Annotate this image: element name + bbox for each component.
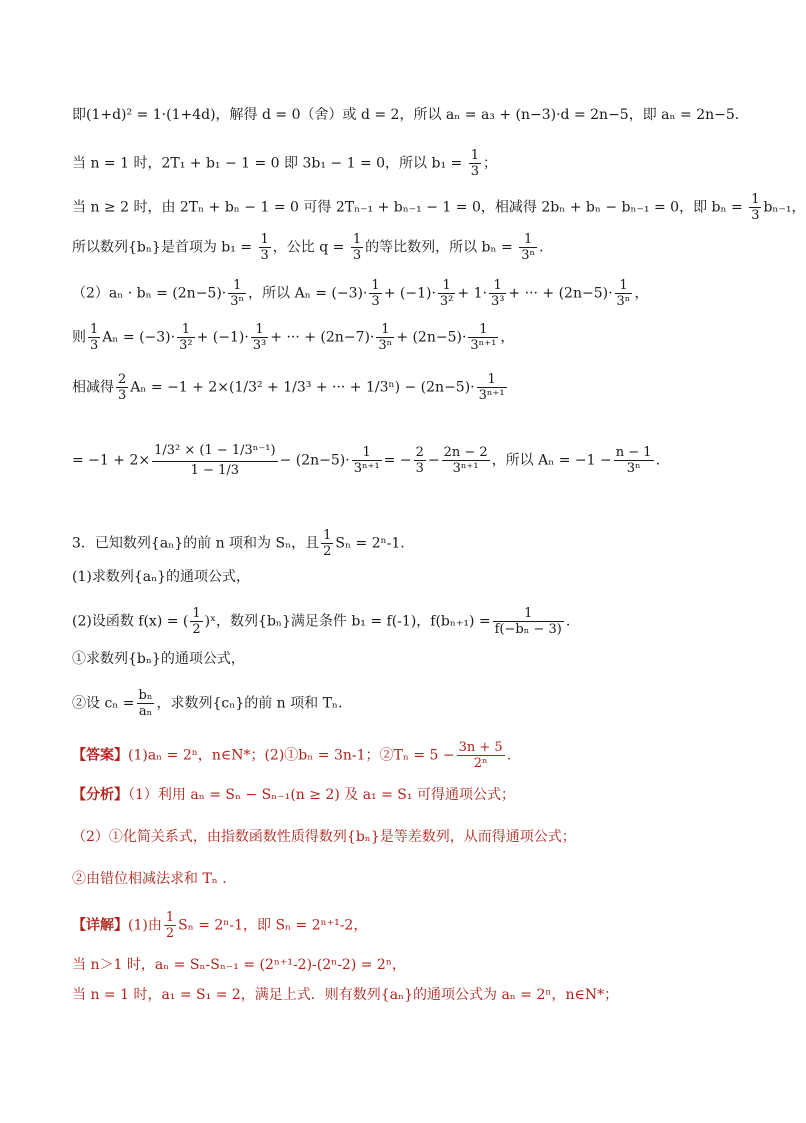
analysis-line-1: 【分析】（1）利用 aₙ = Sₙ − Sₙ₋₁(n ≥ 2) 及 a₁ = S₁ 可得通项公式； — [72, 787, 515, 803]
solution-line-4: 所以数列{bₙ}是首项为 b₁ = $\frac{1}{3}$ ，公比 q = $\frac{1}{3}$ 的等比数列，所以 bₙ = $\frac{1}{\text{3ⁿ}}$ . — [72, 232, 544, 263]
problem-3-q2b: ②设 cₙ = $\frac{\text{bₙ}}{\text{aₙ}}$ ，求数列{cₙ}的前 n 项和 Tₙ. — [72, 688, 343, 719]
sum-paren: (1/3² + 1/3³ + ··· + 1/3ⁿ) — [229, 379, 401, 396]
problem-3-q2: (2)设函数 f(x) = ( $\frac{1}{2}$ )ˣ，数列{bₙ}满足条件 b₁ = f(-1)，f(bₙ₊₁) = $\frac{1}{\text{f(−bₙ − 3)}}$ . — [72, 606, 571, 637]
detail-line-3: 当 n = 1 时，a₁ = S₁ = 2，满足上式．则有数列{aₙ}的通项公式为 aₙ = 2ⁿ，n∈N*； — [72, 987, 619, 1003]
problem-3-q2a: ①求数列{bₙ}的通项公式， — [72, 651, 245, 667]
fraction-one-third: $\frac{1}{3}$ — [751, 192, 760, 223]
problem-3-title: 3．已知数列{aₙ}的前 n 项和为 Sₙ，且 $\frac{1}{2}$ Sₙ = 2ⁿ-1. — [72, 528, 405, 559]
compound-fraction: $\frac{\text{1/3² × (1 − 1/3ⁿ⁻¹)}}{1 - 1/3}$ — [154, 443, 276, 478]
answer-line: 【答案】(1)aₙ = 2ⁿ，n∈N*；(2)①bₙ = 3n-1；②Tₙ = 5 − $\frac{3n + 5}{\text{2ⁿ}}$ . — [72, 740, 512, 771]
fraction-one-third: $\frac{1}{3}$ — [260, 232, 269, 263]
fraction-one-third: $\frac{1}{3}$ — [470, 148, 479, 179]
solution-line-8: = −1 + 2× $\frac{\text{1/3² × (1 − 1/3ⁿ⁻¹)}}{1 - 1/3}$ − (2n−5)· $\frac{1}{\text{3ⁿ⁺¹}}$ = − $\frac{2}{3}$ − $\frac{2n - 2}{\text{3ⁿ⁺¹}}$ ，所以 Aₙ = −1 − $\frac{n - 1}{\text{3ⁿ}}$ . — [72, 443, 661, 478]
problem-3-q1: (1)求数列{aₙ}的通项公式， — [72, 569, 251, 585]
solution-line-2: 当 n = 1 时，2T₁ + b₁ − 1 = 0 即 3b₁ − 1 = 0，所以 b₁ = $\frac{1}{3}$ ； — [72, 148, 497, 179]
fraction-one-third: $\frac{1}{3}$ — [352, 232, 362, 263]
solution-line-7: 相减得 $\frac{2}{3}$ Aₙ = −1 + 2×(1/3² + 1/3³ + ··· + 1/3ⁿ) − (2n−5)· $\frac{1}{\text{3ⁿ⁺¹}}$ — [72, 372, 505, 403]
solution-line-5: （2）aₙ · bₙ = (2n−5)· $\frac{1}{\text{3ⁿ}}$ ，所以 Aₙ = (−3)· $\frac{1}{3}$ + (−1)· $\frac{1}{\text{3²}}$ + 1· $\frac{1}{\text{3³}}$ + ··· + (2n−5)· $\frac{1}{\text{3ⁿ}}$ ， — [72, 278, 649, 309]
analysis-line-2: （2）①化简关系式，由指数函数性质得数列{bₙ}是等差数列，从而得通项公式； — [72, 829, 576, 845]
detail-line-2: 当 n＞1 时，aₙ = Sₙ-Sₙ₋₁ = (2ⁿ⁺¹-2)-(2ⁿ-2) = 2ⁿ， — [72, 957, 406, 973]
analysis-line-3: ②由错位相减法求和 Tₙ . — [72, 871, 227, 887]
detail-line-1: 【详解】(1)由 $\frac{1}{2}$ Sₙ = 2ⁿ-1，即 Sₙ = 2ⁿ⁺¹-2， — [72, 910, 368, 941]
solution-line-3: 当 n ≥ 2 时，由 2Tₙ + bₙ − 1 = 0 可得 2Tₙ₋₁ + bₙ₋₁ − 1 = 0，相减得 2bₙ + bₙ − bₙ₋₁ = 0，即 bₙ = $\frac{1}{3}$ bₙ₋₁， — [72, 192, 806, 223]
fraction-one-3n: $\frac{1}{\text{3ⁿ}}$ — [521, 232, 536, 263]
solution-line-6: 则 $\frac{1}{3}$ Aₙ = (−3)· $\frac{1}{\text{3²}}$ + (−1)· $\frac{1}{\text{3³}}$ + ··· + (2n−7)· $\frac{1}{\text{3ⁿ}}$ + (2n−5)· $\frac{1}{\text{3ⁿ⁺¹}}$ ， — [72, 322, 515, 353]
solution-line-1: 即(1+d)² = 1·(1+4d)，解得 d = 0（舍）或 d = 2，所以 aₙ = a₃ + (n−3)·d = 2n−5，即 aₙ = 2n−5. — [72, 107, 740, 123]
